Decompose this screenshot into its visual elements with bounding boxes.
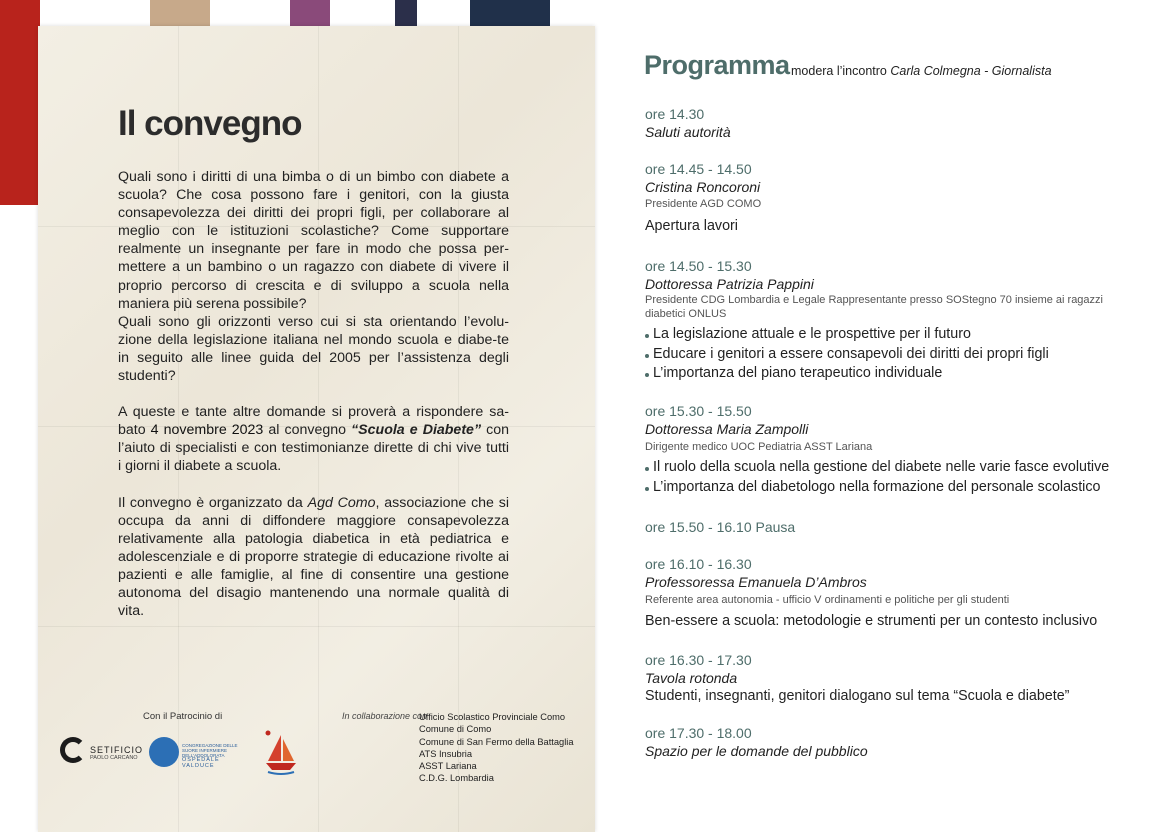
slot-description: Studenti, insegnanti, genitori dialogano sul tema “Scuola e diabete” xyxy=(645,688,1070,704)
moderator-line xyxy=(791,64,1052,78)
organizer-name: Agd Como xyxy=(307,494,376,511)
slot-time: ore 14.50 - 15.30 xyxy=(645,258,752,274)
program-slot-break xyxy=(645,518,1145,536)
slot-role: Dirigente medico UOC Pediatria ASST Lariana xyxy=(645,441,873,453)
red-band xyxy=(0,0,40,205)
slot-topics xyxy=(645,458,1145,497)
topic-item: Educare i genitori a essere consapevoli dei diritti dei propri figli xyxy=(645,345,1145,365)
program-slot xyxy=(645,105,1145,141)
topic-item: La legislazione attuale e le prospettive per il futuro xyxy=(645,325,1145,345)
collaborator: ATS Insubria xyxy=(419,748,473,759)
slot-speaker: Dottoressa Maria Zampolli xyxy=(645,421,809,437)
program-slot xyxy=(645,555,1145,630)
collaborators-list xyxy=(419,711,574,785)
intro-paragraph xyxy=(118,168,509,385)
event-name: “Scuola e Diabete” xyxy=(351,422,482,439)
slot-speaker: Cristina Roncoroni xyxy=(645,179,761,195)
intro-question-1: Quali sono i diritti di una bimba o di un bimbo con diabete a scuola? Che cosa possono fare i genitori, con la giusta consapevolezza dei diritti dei propri figli, per collaborare al meglio con le istituzioni scolastiche? Come supportare realmente un insegnante per fare in modo che possa per-mettere a un bambino o un ragazzo con diabete di vivere il proprio percorso di crescita e di sviluppo a scuola nella maniera più serena possibile? xyxy=(118,169,509,312)
slot-speaker: Spazio per le domande del pubblico xyxy=(645,743,868,759)
program-slot xyxy=(645,651,1145,705)
setificio-logo xyxy=(60,736,144,768)
valduce-name: CONGREGAZIONE DELLE SUORE INFERMIERE DELL'ADDOLORATA xyxy=(182,743,238,758)
slot-description: Apertura lavori xyxy=(645,218,738,234)
setificio-subname: PAOLO CARCANO xyxy=(90,755,138,761)
intro-question-2: Quali sono gli orizzonti verso cui si sta orientando l’evolu-zione della legislazione italiana nel mondo scuola e diabe-te in seguito alle linee guida del 2005 per l’assistenza degli studenti? xyxy=(118,313,509,385)
collage-strip-4 xyxy=(470,0,550,28)
text-segment: al convegno xyxy=(263,422,352,439)
collage-strip-1 xyxy=(150,0,210,28)
text-segment: Il convegno è organizzato da xyxy=(118,494,308,511)
collab-label: In collaborazione con xyxy=(342,711,428,721)
text-segment: , associazione che si occupa da anni di diffondere maggiore consapevolezza relativamente alla patologia diabetica in età pediatrica e adolescenziale e di proporre strategie di educazione rivolte ai pazienti e alle famiglie, al fine di consentire una gestione autonoma del disagio mantenendo una normale qualità di vita. xyxy=(118,494,509,620)
convegno-title: Il convegno xyxy=(118,104,302,143)
slot-time: ore 14.45 - 14.50 xyxy=(645,161,752,177)
slot-time: ore 16.30 - 17.30 xyxy=(645,652,752,668)
intro-paragraph-date xyxy=(118,403,509,475)
collage-strip-2 xyxy=(290,0,330,28)
slot-time: ore 15.50 - 16.10 Pausa xyxy=(645,519,796,535)
topic-item: Il ruolo della scuola nella gestione del diabete nelle varie fasce evolutive xyxy=(645,458,1145,478)
collaborator: C.D.G. Lombardia xyxy=(419,773,494,784)
collage-strip-3 xyxy=(395,0,417,28)
slot-role: Presidente CDG Lombardia e Legale Rappresentante presso SOStegno 70 insieme ai ragazzi diabetici ONLUS xyxy=(645,294,1103,320)
slot-time: ore 16.10 - 16.30 xyxy=(645,556,752,572)
moderator-prefix: modera l’incontro xyxy=(791,64,891,78)
intro-text xyxy=(118,168,509,638)
slot-time: ore 15.30 - 15.50 xyxy=(645,403,752,419)
event-date: 4 novembre 2023 xyxy=(150,422,264,439)
program-slot xyxy=(645,724,1145,760)
text-segment: A queste e tante altre domande si proverà a rispondere sa-bato xyxy=(118,404,509,439)
slot-speaker: Saluti autorità xyxy=(645,124,731,140)
sailboat-logo xyxy=(262,729,300,779)
program-slot xyxy=(645,160,1145,235)
program-slot xyxy=(645,257,1145,384)
text-segment: con l’aiuto di specialisti e con testimonianze dirette di chi vive tutti i giorni il diabete a scuola. xyxy=(118,422,509,475)
setificio-name: SETIFICIO xyxy=(90,745,144,755)
slot-description: Ben-essere a scuola: metodologie e strumenti per un contesto inclusivo xyxy=(645,613,1098,629)
topic-item: L’importanza del diabetologo nella formazione del personale scolastico xyxy=(645,478,1145,498)
moderator-name: Carla Colmegna - Giornalista xyxy=(890,64,1052,78)
program-title: Programma xyxy=(644,50,790,80)
slot-time: ore 14.30 xyxy=(645,106,705,122)
collaborator: Comune di Como xyxy=(419,724,492,735)
slot-topics xyxy=(645,325,1145,384)
valduce-logo xyxy=(149,737,254,769)
valduce-subname: OSPEDALE VALDUCE xyxy=(182,757,220,769)
slot-role: Presidente AGD COMO xyxy=(645,198,762,210)
topic-item: L’importanza del piano terapeutico individuale xyxy=(645,364,1145,384)
intro-paragraph-org xyxy=(118,494,509,621)
collaborator: Ufficio Scolastico Provinciale Como xyxy=(419,712,566,722)
slot-role: Referente area autonomia - ufficio V ordinamenti e politiche per gli studenti xyxy=(645,594,1010,606)
collaborator: ASST Lariana xyxy=(419,761,477,772)
slot-speaker: Tavola rotonda xyxy=(645,670,738,686)
program-slot xyxy=(645,402,1145,497)
slot-speaker: Dottoressa Patrizia Pappini xyxy=(645,276,814,292)
collaborator: Comune di San Fermo della Battaglia xyxy=(419,736,574,747)
slot-time: ore 17.30 - 18.00 xyxy=(645,725,752,741)
slot-speaker: Professoressa Emanuela D’Ambros xyxy=(645,574,867,590)
sponsors-label: Con il Patrocinio di xyxy=(143,711,223,722)
